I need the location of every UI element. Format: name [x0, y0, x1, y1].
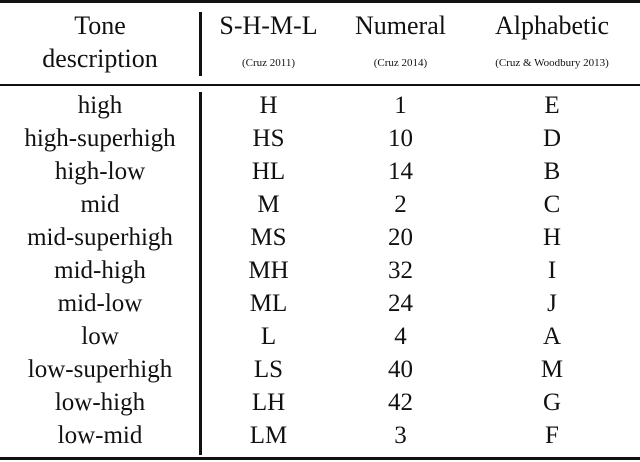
- cell-tone-description: low-superhigh: [27, 356, 173, 383]
- header-alphabetic-citation: (Cruz & Woodbury 2013): [495, 57, 609, 69]
- cell-tone-description: low-high: [54, 389, 146, 416]
- cell-tone-description: high-low: [54, 158, 146, 185]
- bottom-rule: [0, 457, 640, 460]
- cell-numeral: 32: [388, 257, 413, 284]
- table-row: [0, 287, 640, 320]
- header-shml-citation: (Cruz 2011): [241, 57, 296, 69]
- cell-shml: MS: [250, 224, 287, 251]
- cell-tone-description: mid-high: [54, 257, 146, 284]
- cell-alphabetic: F: [545, 422, 559, 449]
- cell-tone-description: high: [77, 92, 123, 119]
- cell-shml: HL: [251, 158, 286, 185]
- cell-alphabetic: G: [542, 389, 562, 416]
- cell-tone-description: mid: [80, 191, 120, 218]
- cell-shml: M: [257, 191, 280, 218]
- cell-numeral: 24: [388, 290, 413, 317]
- cell-tone-description: high-superhigh: [24, 125, 176, 152]
- cell-alphabetic: A: [542, 323, 562, 350]
- table-row: [0, 122, 640, 155]
- cell-numeral: 3: [394, 422, 407, 449]
- cell-alphabetic: D: [542, 125, 562, 152]
- cell-alphabetic: M: [540, 356, 564, 383]
- cell-shml: L: [260, 323, 277, 350]
- cell-tone-description: mid-superhigh: [27, 224, 173, 251]
- table-row: [0, 386, 640, 419]
- cell-alphabetic: J: [547, 290, 557, 317]
- table-row: [0, 419, 640, 452]
- cell-numeral: 1: [394, 92, 407, 119]
- table-row: [0, 89, 640, 122]
- cell-numeral: 20: [388, 224, 413, 251]
- header-rule: [0, 84, 640, 86]
- cell-alphabetic: B: [543, 158, 561, 185]
- cell-numeral: 14: [388, 158, 413, 185]
- cell-shml: LS: [253, 356, 284, 383]
- cell-shml: H: [259, 92, 278, 119]
- cell-numeral: 42: [388, 389, 413, 416]
- cell-numeral: 10: [388, 125, 413, 152]
- table-row: [0, 320, 640, 353]
- cell-shml: HS: [252, 125, 285, 152]
- cell-numeral: 40: [388, 356, 413, 383]
- header-alphabetic: Alphabetic: [494, 11, 610, 40]
- header-numeral: Numeral: [355, 11, 446, 40]
- cell-numeral: 4: [394, 323, 407, 350]
- table-row: [0, 254, 640, 287]
- header-tone-line2: description: [42, 44, 158, 73]
- cell-tone-description: mid-low: [57, 290, 143, 317]
- cell-numeral: 2: [394, 191, 407, 218]
- header-numeral-citation: (Cruz 2014): [373, 57, 428, 69]
- cell-shml: LH: [251, 389, 286, 416]
- header-tone-line1: Tone: [74, 11, 126, 40]
- top-rule: [0, 0, 640, 3]
- table-row: [0, 353, 640, 386]
- cell-alphabetic: I: [547, 257, 557, 284]
- table-row: [0, 188, 640, 221]
- table-row: [0, 221, 640, 254]
- cell-tone-description: low-mid: [57, 422, 143, 449]
- table-row: [0, 155, 640, 188]
- cell-shml: LM: [249, 422, 288, 449]
- cell-alphabetic: E: [544, 92, 560, 119]
- cell-alphabetic: C: [543, 191, 561, 218]
- cell-alphabetic: H: [542, 224, 562, 251]
- cell-shml: ML: [249, 290, 288, 317]
- header-shml: S-H-M-L: [219, 11, 318, 40]
- cell-shml: MH: [248, 257, 289, 284]
- cell-tone-description: low: [81, 323, 119, 350]
